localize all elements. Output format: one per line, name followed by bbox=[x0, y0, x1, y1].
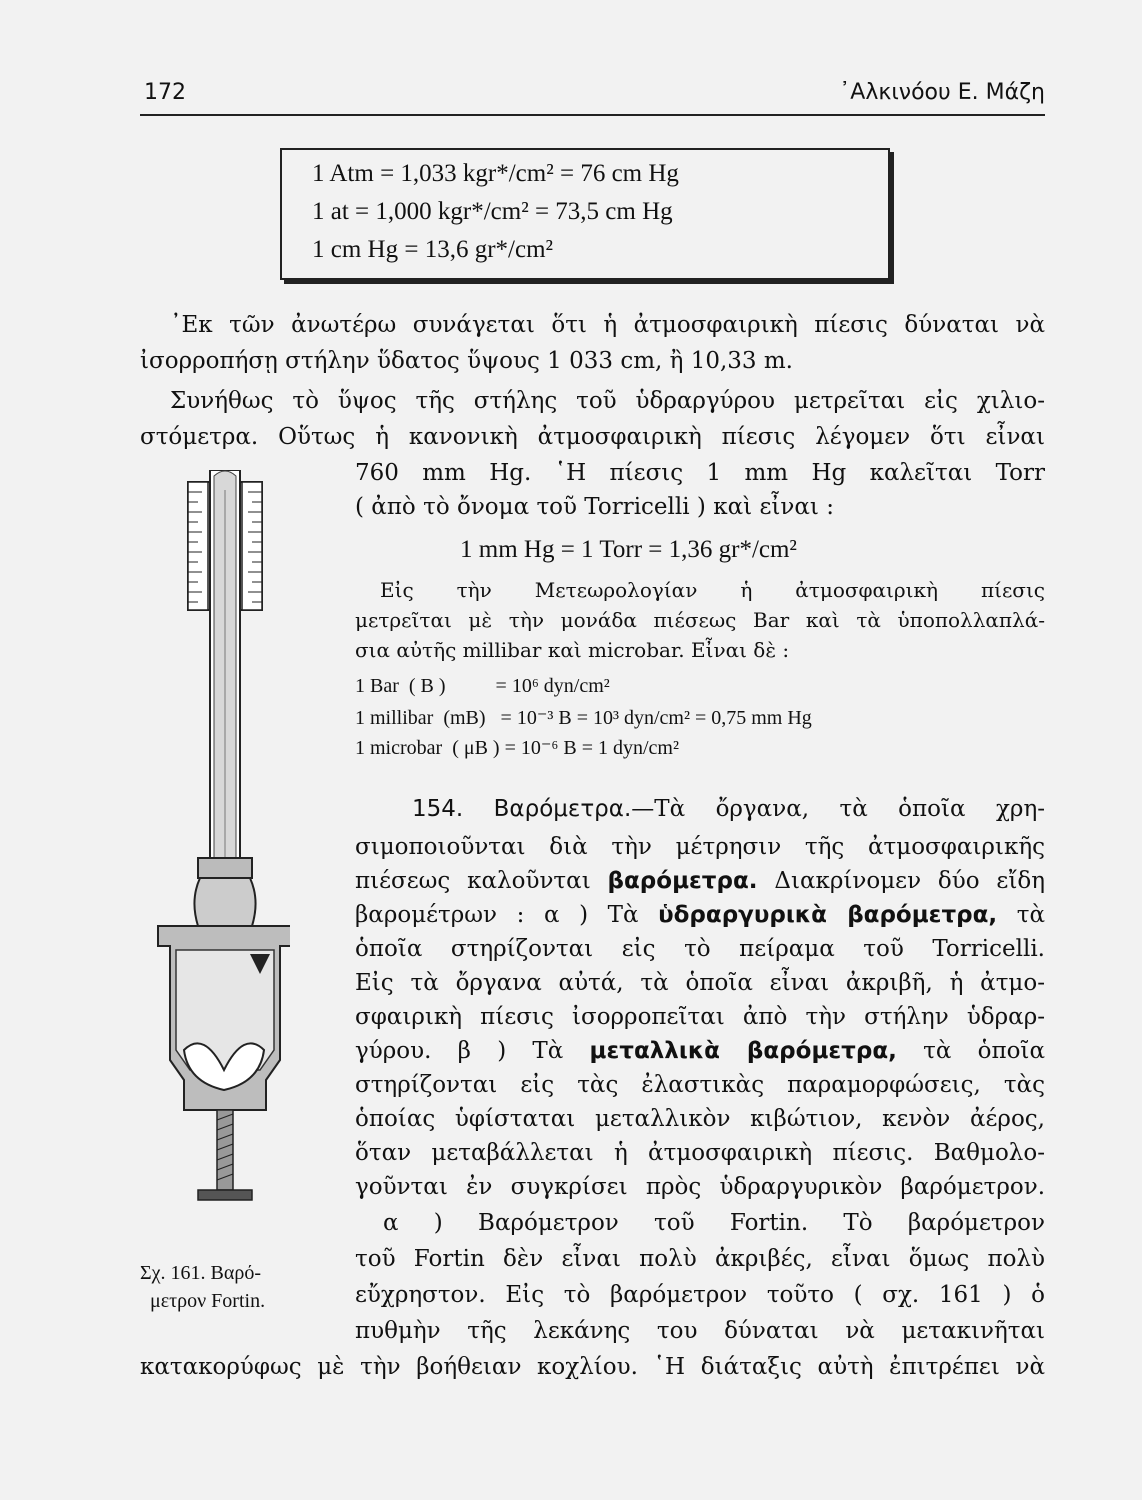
text-line: κατακορύφως μὲ τὴν βοήθειαν κοχλίου. ῾Η διάταξις αὐτὴ ἐπιτρέπει νὰ bbox=[140, 1354, 1045, 1380]
text-line: εὔχρηστον. Εἰς τὸ βαρόμετρον τοῦτο ( σχ. 161 ) ὁ bbox=[355, 1282, 1045, 1308]
text-line bbox=[355, 868, 1045, 894]
text-line: ὁποίας ὑφίσταται μεταλλικὸν κιβώτιον, κενὸν ἀέρος, bbox=[355, 1106, 1045, 1132]
units-row: 1 Atm = 1,033 kgr*/cm² = 76 cm Hg bbox=[312, 160, 679, 187]
text-line: τοῦ Fortin δὲν εἶναι πολὺ ἀκριβές, εἶναι ὅμως πολὺ bbox=[355, 1246, 1045, 1272]
text-line: Εἰς τὰ ὄργανα αὐτά, τὰ ὁποῖα εἶναι ἀκριβῆ, ἡ ἀτμο- bbox=[355, 970, 1045, 996]
text-span: Διακρίνομεν δύο εἴδη bbox=[757, 868, 1045, 894]
text-line: ἰσορροπήσῃ στήλην ὕδατος ὕψους 1 033 cm, ἢ 10,33 m. bbox=[140, 348, 793, 374]
text-span: γύρου. β ) Τὰ bbox=[355, 1038, 590, 1064]
running-title: ᾿Αλκινόου Ε. Μάζη bbox=[839, 80, 1045, 105]
figure-caption: μετρον Fortin. bbox=[150, 1290, 266, 1312]
text-line: ᾿Εκ τῶν ἀνωτέρω συνάγεται ὅτι ἡ ἀτμοσφαιρικὴ πίεσις δύναται νὰ bbox=[170, 312, 1045, 338]
text-line: στηρίζονται εἰς τὰς ἐλαστικὰς παραμορφώσεις, τὰς bbox=[355, 1072, 1045, 1098]
text-line: σιμοποιοῦνται διὰ τὴν μέτρησιν τῆς ἀτμοσφαιρικῆς bbox=[355, 834, 1045, 860]
units-row: 1 cm Hg = 13,6 gr*/cm² bbox=[312, 236, 554, 263]
text-line: 760 mm Hg. ῾Η πίεσις 1 mm Hg καλεῖται Torr bbox=[355, 460, 1045, 486]
section-title: 154. Βαρόμετρα. bbox=[412, 796, 632, 822]
unit-equation: 1 microbar ( μB ) = 10⁻⁶ B = 1 dyn/cm² bbox=[355, 737, 679, 759]
bold-term: μεταλλικὰ βαρόμετρα, bbox=[589, 1038, 897, 1064]
units-box bbox=[280, 148, 890, 280]
fortin-barometer-figure bbox=[140, 470, 290, 1240]
text-span: πιέσεως καλοῦνται bbox=[355, 868, 608, 894]
bold-term: ὑδραργυρικὰ βαρόμετρα, bbox=[658, 902, 998, 928]
text-line: ( ἀπὸ τὸ ὄνομα τοῦ Torricelli ) καὶ εἶναι : bbox=[355, 494, 834, 520]
text-line: μετρεῖται μὲ τὴν μονάδα πιέσεως Bar καὶ τὰ ὑποπολλαπλά- bbox=[355, 608, 1045, 632]
unit-equation: 1 Bar ( B ) = 10⁶ dyn/cm² bbox=[355, 675, 610, 697]
text-line bbox=[355, 902, 1045, 928]
text-line: στόμετρα. Οὕτως ἡ κανονικὴ ἀτμοσφαιρικὴ πίεσις λέγομεν ὅτι εἶναι bbox=[140, 424, 1045, 450]
bold-term: βαρόμετρα. bbox=[607, 868, 758, 894]
text-line: Συνήθως τὸ ὕψος τῆς στήλης τοῦ ὑδραργύρου μετρεῖται εἰς χιλιο- bbox=[170, 388, 1045, 414]
text-line: σια αὐτῆς millibar καὶ microbar. Εἶναι δὲ : bbox=[355, 638, 790, 662]
text-span: —Τὰ ὄργανα, τὰ ὁποῖα χρη- bbox=[631, 796, 1045, 822]
section-heading-line bbox=[412, 796, 1045, 822]
text-span: τὰ ὁποῖα bbox=[896, 1038, 1045, 1064]
text-line: α ) Βαρόμετρον τοῦ Fortin. Τὸ βαρόμετρον bbox=[383, 1210, 1045, 1236]
formula: 1 mm Hg = 1 Torr = 1,36 gr*/cm² bbox=[460, 536, 797, 563]
text-line: ὅταν μεταβάλλεται ἡ ἀτμοσφαιρικὴ πίεσις. Βαθμολο- bbox=[355, 1140, 1045, 1166]
page-number: 172 bbox=[144, 80, 186, 105]
text-span: βαρομέτρων : α ) Τὰ bbox=[355, 902, 659, 928]
text-line bbox=[355, 1038, 1045, 1064]
text-line: Εἰς τὴν Μετεωρολογίαν ἡ ἀτμοσφαιρικὴ πίεσις bbox=[380, 578, 1045, 602]
text-line: γοῦνται ἐν συγκρίσει πρὸς ὑδραργυρικὸν βαρόμετρον. bbox=[355, 1174, 1045, 1200]
text-line: πυθμὴν τῆς λεκάνης του δύναται νὰ μετακινῆται bbox=[355, 1318, 1045, 1344]
unit-equation: 1 millibar (mB) = 10⁻³ B = 10³ dyn/cm² = 0,75 mm Hg bbox=[355, 707, 812, 729]
text-span: τὰ bbox=[997, 902, 1045, 928]
figure-caption: Σχ. 161. Βαρό- bbox=[140, 1262, 261, 1284]
text-line: ὁποῖα στηρίζονται εἰς τὸ πείραμα τοῦ Torricelli. bbox=[355, 936, 1045, 962]
page-header bbox=[140, 78, 1045, 116]
units-row: 1 at = 1,000 kgr*/cm² = 73,5 cm Hg bbox=[312, 198, 673, 225]
text-line: σφαιρικὴ πίεσις ἰσορροπεῖται ἀπὸ τὴν στήλην ὑδραρ- bbox=[355, 1004, 1045, 1030]
